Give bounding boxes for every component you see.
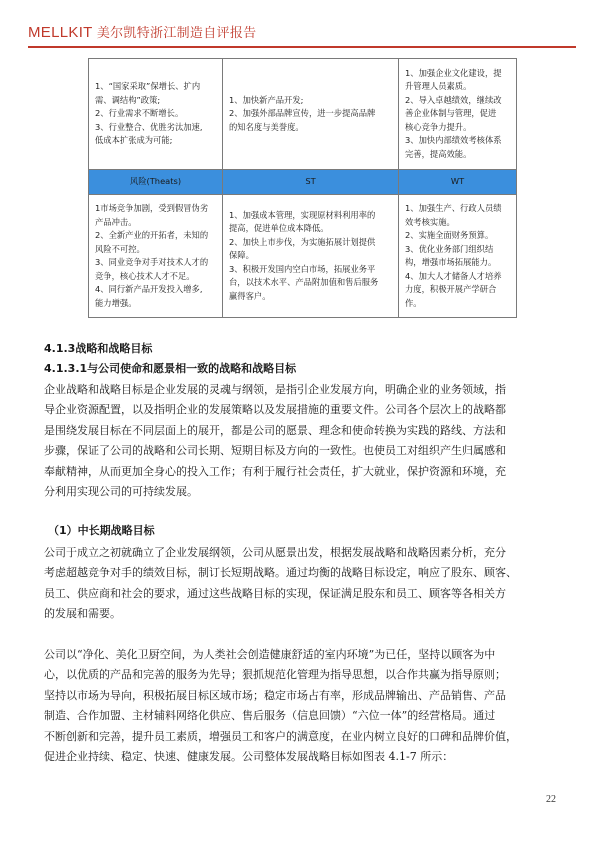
brand-name: MELLKIT <box>28 24 93 41</box>
paragraph-line: 导企业资源配置，以及指明企业的发展策略以及发展措施的重要文件。公司各个层次上的战略都 <box>44 403 506 417</box>
paragraph-line: 分利用实现公司的可持续发展。 <box>44 485 198 499</box>
subheading-long-term-goals: （1）中长期战略目标 <box>48 524 155 537</box>
cell-line: 4、加大人才储备人才培养 <box>405 270 502 281</box>
cell-line: 2、行业需求不断增长。 <box>95 108 184 119</box>
cell-line: 2、加快上市步伐，为实施拓展计划提供 <box>229 236 376 247</box>
cell-line: 的知名度与美誉度。 <box>229 121 304 132</box>
cell-line: 构，增强市场拓展能力。 <box>405 257 497 267</box>
cell-line: 完善，提高效能。 <box>405 148 472 159</box>
cell-line: 4、同行新产品开发投入增多, <box>95 284 203 294</box>
paragraph-line: 企业战略和战略目标是企业发展的灵魂与纲领，是指引企业发展方向，明确企业的业务领域，指 <box>44 383 506 396</box>
paragraph-line: 是围绕发展目标在不同层面上的展开，都是公司的愿景、理念和使命转换为实践的路线、方法和 <box>44 423 506 437</box>
brand-logo <box>28 22 256 41</box>
cell-line: 力度，积极开展产学研合 <box>405 284 497 294</box>
cell-line: 保障。 <box>229 250 254 261</box>
page-header <box>28 22 576 44</box>
paragraph-line: 的发展和需要。 <box>44 607 121 621</box>
cell-line: 1、加强生产、行政人员绩 <box>405 203 502 213</box>
paragraph-line: 步骤，保证了公司的战略和公司长期、短期目标及方向的一致性。也使员工对组织产生归属感和 <box>44 444 506 458</box>
header-threats: 风险(Theats) <box>89 170 223 195</box>
paragraph-line: 促进企业持续、稳定、快速、健康发展。公司整体发展战略目标如图表 4.1-7 所示： <box>44 750 454 764</box>
cell-line: 1、加强企业文化建设，提 <box>405 67 502 78</box>
cell-line: 2、加强外部品牌宣传，进一步提高品牌 <box>229 108 376 119</box>
section-heading-4-1-3-1: 4.1.3.1与公司使命和愿景相一致的战略和战略目标 <box>44 362 297 375</box>
paragraph-line: 考虑超越竞争对手的绩效目标，制订长短期战略。通过均衡的战略目标设定，响应了股东、顾客、 <box>44 566 517 580</box>
cell-wo-actions <box>399 59 517 170</box>
swot-table <box>88 58 517 318</box>
cell-line: 风险不可控。 <box>95 243 145 254</box>
paragraph-strategy-intro <box>44 380 560 502</box>
cell-line: 作。 <box>405 297 422 308</box>
cell-line: 升管理人员素质。 <box>405 81 472 92</box>
cell-line: 2、导入卓越绩效，继续改 <box>405 94 502 105</box>
cell-line: 1、“国家采取”保增长、扩内 <box>95 81 201 92</box>
cell-threats <box>89 195 223 318</box>
page-number: 22 <box>546 794 556 805</box>
cell-line: 善企业体制与管理，促进 <box>405 108 497 119</box>
cell-line: 核心竞争力提升。 <box>405 121 472 132</box>
cell-line: 低成本扩张成为可能; <box>95 135 173 146</box>
table-header-row <box>89 170 517 195</box>
paragraph-line: 员工、供应商和社会的要求，通过这些战略目标的实现，保证满足股东和员工、顾客等各相关方 <box>44 586 506 600</box>
cell-line: 1、加快新产品开发; <box>229 94 304 105</box>
cell-line: 1市场竞争加剧，受到假冒伪劣 <box>95 203 209 213</box>
cell-line: 3、行业整合、优胜劣汰加速, <box>95 121 203 132</box>
cell-line: 需、调结构”政策; <box>95 94 161 105</box>
paragraph-mission <box>44 645 560 767</box>
paragraph-line: 制造、合作加盟、主材辅料网络化供应、售后服务（信息回馈）“六位一体”的经营格局。通过 <box>44 709 496 723</box>
paragraph-line: 公司以“净化、美化卫厨空间，为人类社会创造健康舒适的室内环境”为已任，坚持以顾客为中 <box>44 648 496 661</box>
cell-line: 能力增强。 <box>95 297 137 308</box>
cell-line: 1、加强成本管理，实现原材料利用率的 <box>229 209 376 220</box>
header-wt: WT <box>399 170 517 195</box>
cell-line: 产品冲击。 <box>95 216 137 227</box>
paragraph-line: 不断创新和完善，提升员工素质，增强员工和客户的满意度，在业内树立良好的口碑和品牌价值， <box>44 729 517 743</box>
cell-line: 赢得客户。 <box>229 290 271 301</box>
cell-line: 3、同业竞争对手对技术人才的 <box>95 257 209 267</box>
cell-line: 台，以技术水平、产品附加值和售后服务 <box>229 277 379 288</box>
paragraph-line: 心，以优质的产品和完善的服务为先导；狠抓规范化管理为指导思想，以合作共赢为指导原则； <box>44 668 506 682</box>
cell-line: 3、加快内部绩效考核体系 <box>405 135 502 146</box>
table-row-threats <box>89 195 517 318</box>
cell-wt-actions <box>399 195 517 318</box>
cell-st-actions <box>223 195 399 318</box>
cell-line: 3、优化业务部门组织结 <box>405 243 494 254</box>
cell-line: 竞争，核心技术人才不足。 <box>95 270 195 281</box>
cell-line: 效考核实施。 <box>405 216 455 227</box>
cell-line: 提高，促进单位成本降低。 <box>229 223 329 234</box>
header-st: ST <box>223 170 399 195</box>
cell-line: 2、全新产业的开拓者，未知的 <box>95 230 209 240</box>
cell-line: 3、积极开发国内空白市场，拓展业务平 <box>229 263 376 274</box>
section-heading-4-1-3: 4.1.3战略和战略目标 <box>44 342 153 355</box>
cell-so-strategy <box>89 59 223 170</box>
paragraph-line: 坚持以市场为导向，积极拓展目标区域市场；稳定市场占有率，形成品牌输出、产品销售、产品 <box>44 688 506 702</box>
paragraph-line: 奉献精神，从而更加全身心的投入工作；有利于履行社会责任，扩大就业，保护资源和环境，充 <box>44 464 506 478</box>
paragraph-line: 公司于成立之初就确立了企业发展纲领，公司从愿景出发，根据发展战略和战略因素分析，充分 <box>44 546 506 559</box>
paragraph-long-term-goals <box>44 543 560 625</box>
header-divider <box>28 46 576 48</box>
cell-so-actions <box>223 59 399 170</box>
table-row-opportunities <box>89 59 517 170</box>
report-title: 美尔凯特浙江制造自评报告 <box>96 26 257 41</box>
cell-line: 2、实施全面财务预算。 <box>405 230 494 240</box>
